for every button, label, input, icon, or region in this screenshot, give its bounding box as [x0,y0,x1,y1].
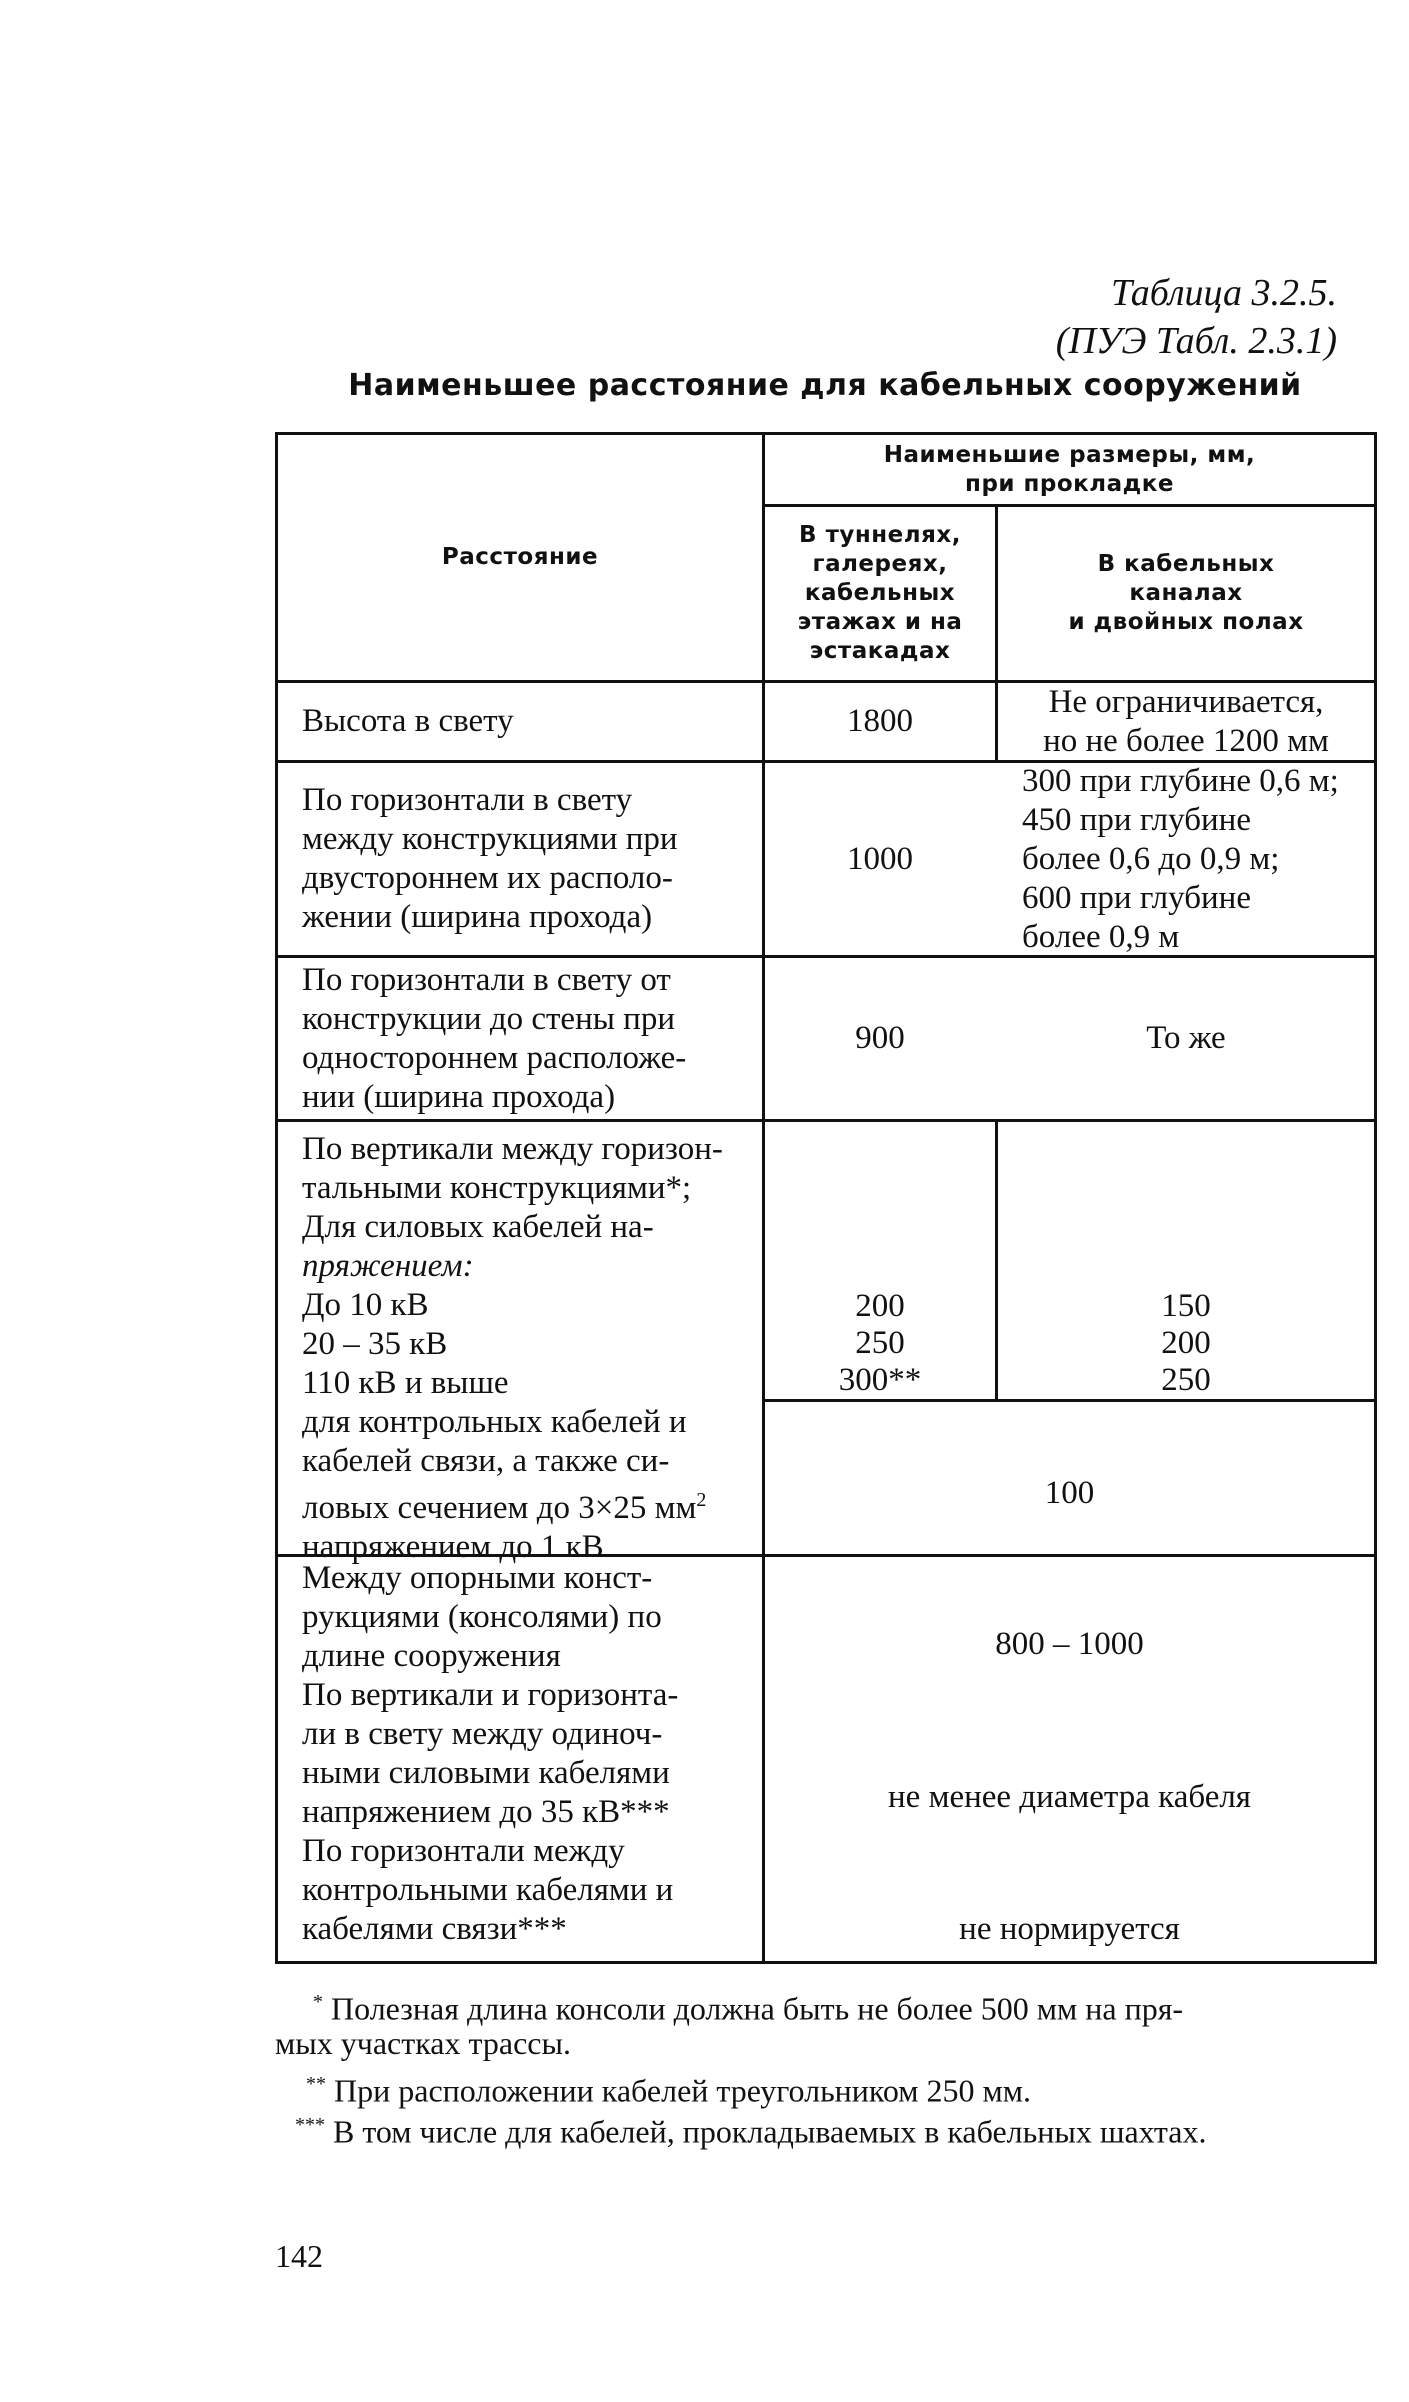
footnote-1-continued: мых участках трассы. [275,2025,571,2061]
header-tunnels [765,507,995,680]
row-control-label-2: кабелей связи, а также си- [302,1443,670,1479]
row-supports-label-2: рукциями (консолями) по [302,1599,662,1635]
row-control-superscript: 2 [696,1489,707,1511]
row-single-label-2: ли в свету между одиноч- [302,1716,663,1752]
row-height-channels-line-1: Не ограничивается, [1048,683,1324,720]
header-group-line-2: при прокладке [965,470,1174,497]
row-vertical-label-6: 20 – 35 кВ [302,1326,448,1362]
row-two-sided-tunnels [765,763,995,955]
row-height-tunnels [765,683,995,760]
row-one-sided-channels [998,958,1374,1119]
voltage-10-channels: 150 [1161,1288,1211,1324]
row-vertical-label-4: пряжением: [302,1248,474,1284]
row-one-sided-tunnels [765,958,995,1119]
table-reference: (ПУЭ Табл. 2.3.1) [1055,320,1337,362]
header-distance-text: Расстояние [441,544,599,570]
row-two-sided-channels-1: 300 при глубине 0,6 м; [1022,762,1339,799]
row-two-sided-label [278,763,762,955]
row-control-label-1: для контрольных кабелей и [302,1404,687,1440]
row-vertical-label-1: По вертикали между горизон- [302,1131,723,1167]
row-two-sided-label-1: По горизонтали в свету [302,782,633,818]
row-two-sided-channels-5: более 0,9 м [1022,918,1180,955]
header-channels-line-2: каналах [1129,580,1243,606]
header-channels-line-1: В кабельных [1097,551,1275,577]
row-supports-label-3: длине сооружения [302,1638,561,1674]
voltage-35-tunnels: 250 [855,1325,905,1361]
header-group [765,435,1374,504]
supports-value: 800 – 1000 [995,1626,1144,1662]
row-two-sided-tunnels-value: 1000 [847,840,913,877]
row-vertical-label-3: Для силовых кабелей на- [302,1209,654,1245]
row-one-sided-tunnels-value: 900 [855,1020,905,1056]
row-supports-label-1: Между опорными конст- [302,1560,653,1596]
page-number: 142 [275,2238,323,2274]
voltage-110-channels: 250 [1161,1362,1211,1398]
single-cables-value: не менее диаметра кабеля [888,1779,1251,1815]
header-distance [278,435,762,680]
row-horizontal-label-3: кабелями связи*** [302,1911,567,1947]
row-two-sided-channels-4: 600 при глубине [1022,879,1251,916]
table-title: Наименьшее расстояние для кабельных сооружений [348,368,1302,403]
header-tunnels-line-4: этажах и на [797,609,963,635]
table-border-right [1374,432,1377,1964]
table-border-bottom [275,1961,1377,1964]
row-control-label-3: ловых сечением до 3×25 мм [302,1490,697,1526]
row-single-label-1: По вертикали и горизонта- [302,1677,679,1713]
row-one-sided-channels-value: То же [1146,1020,1226,1056]
row-two-sided-channels-2: 450 при глубине [1022,801,1251,838]
header-tunnels-line-5: эстакадах [809,638,951,664]
control-cables-value: 100 [1044,1475,1095,1511]
row-height-channels-line-2: но не более 1200 мм [1043,722,1329,759]
row-one-sided-label-3: одностороннем расположе- [302,1039,687,1076]
row-horizontal-label-2: контрольными кабелями и [302,1872,674,1908]
voltage-35-channels: 200 [1161,1325,1211,1361]
footnote-1-text: Полезная длина консоли должна быть не более 500 мм на пря- [331,1990,1184,2027]
header-channels [998,507,1374,680]
row-one-sided-label-2: конструкции до стены при [302,1000,675,1037]
row-vertical-label-5: До 10 кВ [302,1287,429,1323]
row-vertical-label [278,1122,738,1565]
row-two-sided-channels-3: более 0,6 до 0,9 м; [1022,840,1280,877]
voltage-110-tunnels: 300** [838,1362,922,1398]
footnote-2-mark: ** [306,2073,326,2095]
row-height-tunnels-value: 1800 [847,703,913,739]
row-one-sided-label [278,958,762,1119]
footnote-1-mark: * [313,1991,323,2013]
row-one-sided-label-1: По горизонтали в свету от [302,961,671,998]
row-control-label-4: напряжением до 1 кВ [302,1529,604,1565]
row-height-channels [998,683,1374,760]
row-single-label-3: ными силовыми кабелями [302,1755,670,1791]
row-two-sided-label-2: между конструкциями при [302,821,678,857]
header-group-line-1: Наименьшие размеры, мм, [883,441,1256,468]
row-one-sided-label-4: нии (ширина прохода) [302,1078,616,1115]
footnote-2-text: При расположении кабелей треугольником 250 мм. [334,2072,1031,2109]
header-tunnels-line-3: кабельных [804,580,956,606]
row-single-label-4: напряжением до 35 кВ*** [302,1794,670,1830]
row-height-label [278,683,762,760]
distance-table [275,432,1377,1964]
header-tunnels-line-2: галереях, [812,551,948,577]
row-two-sided-label-3: двустороннем их располо- [302,860,673,896]
row-two-sided-channels [998,763,1374,955]
row-last-label [278,1557,738,1961]
row-height-label-text: Высота в свету [302,703,514,739]
row-vertical-label-7: 110 кВ и выше [302,1365,509,1401]
row-two-sided-label-4: жении (ширина прохода) [302,899,653,935]
footnote-3 [275,2105,1380,2153]
row-vertical-label-2: тальными конструкциями*; [302,1170,692,1206]
header-tunnels-line-1: В туннелях, [799,522,961,548]
row-control-label-3-wrap [302,1481,738,1528]
footnote-3-mark: *** [295,2114,325,2136]
row-horizontal-label-1: По горизонтали между [302,1833,625,1869]
voltage-10-tunnels: 200 [855,1288,905,1324]
footnote-3-text: В том числе для кабелей, прокладываемых в кабельных шахтах. [333,2113,1207,2150]
table-number: Таблица 3.2.5. [1111,272,1337,314]
horizontal-not-normed-value: не нормируется [959,1911,1180,1947]
header-channels-line-3: и двойных полах [1068,609,1304,635]
